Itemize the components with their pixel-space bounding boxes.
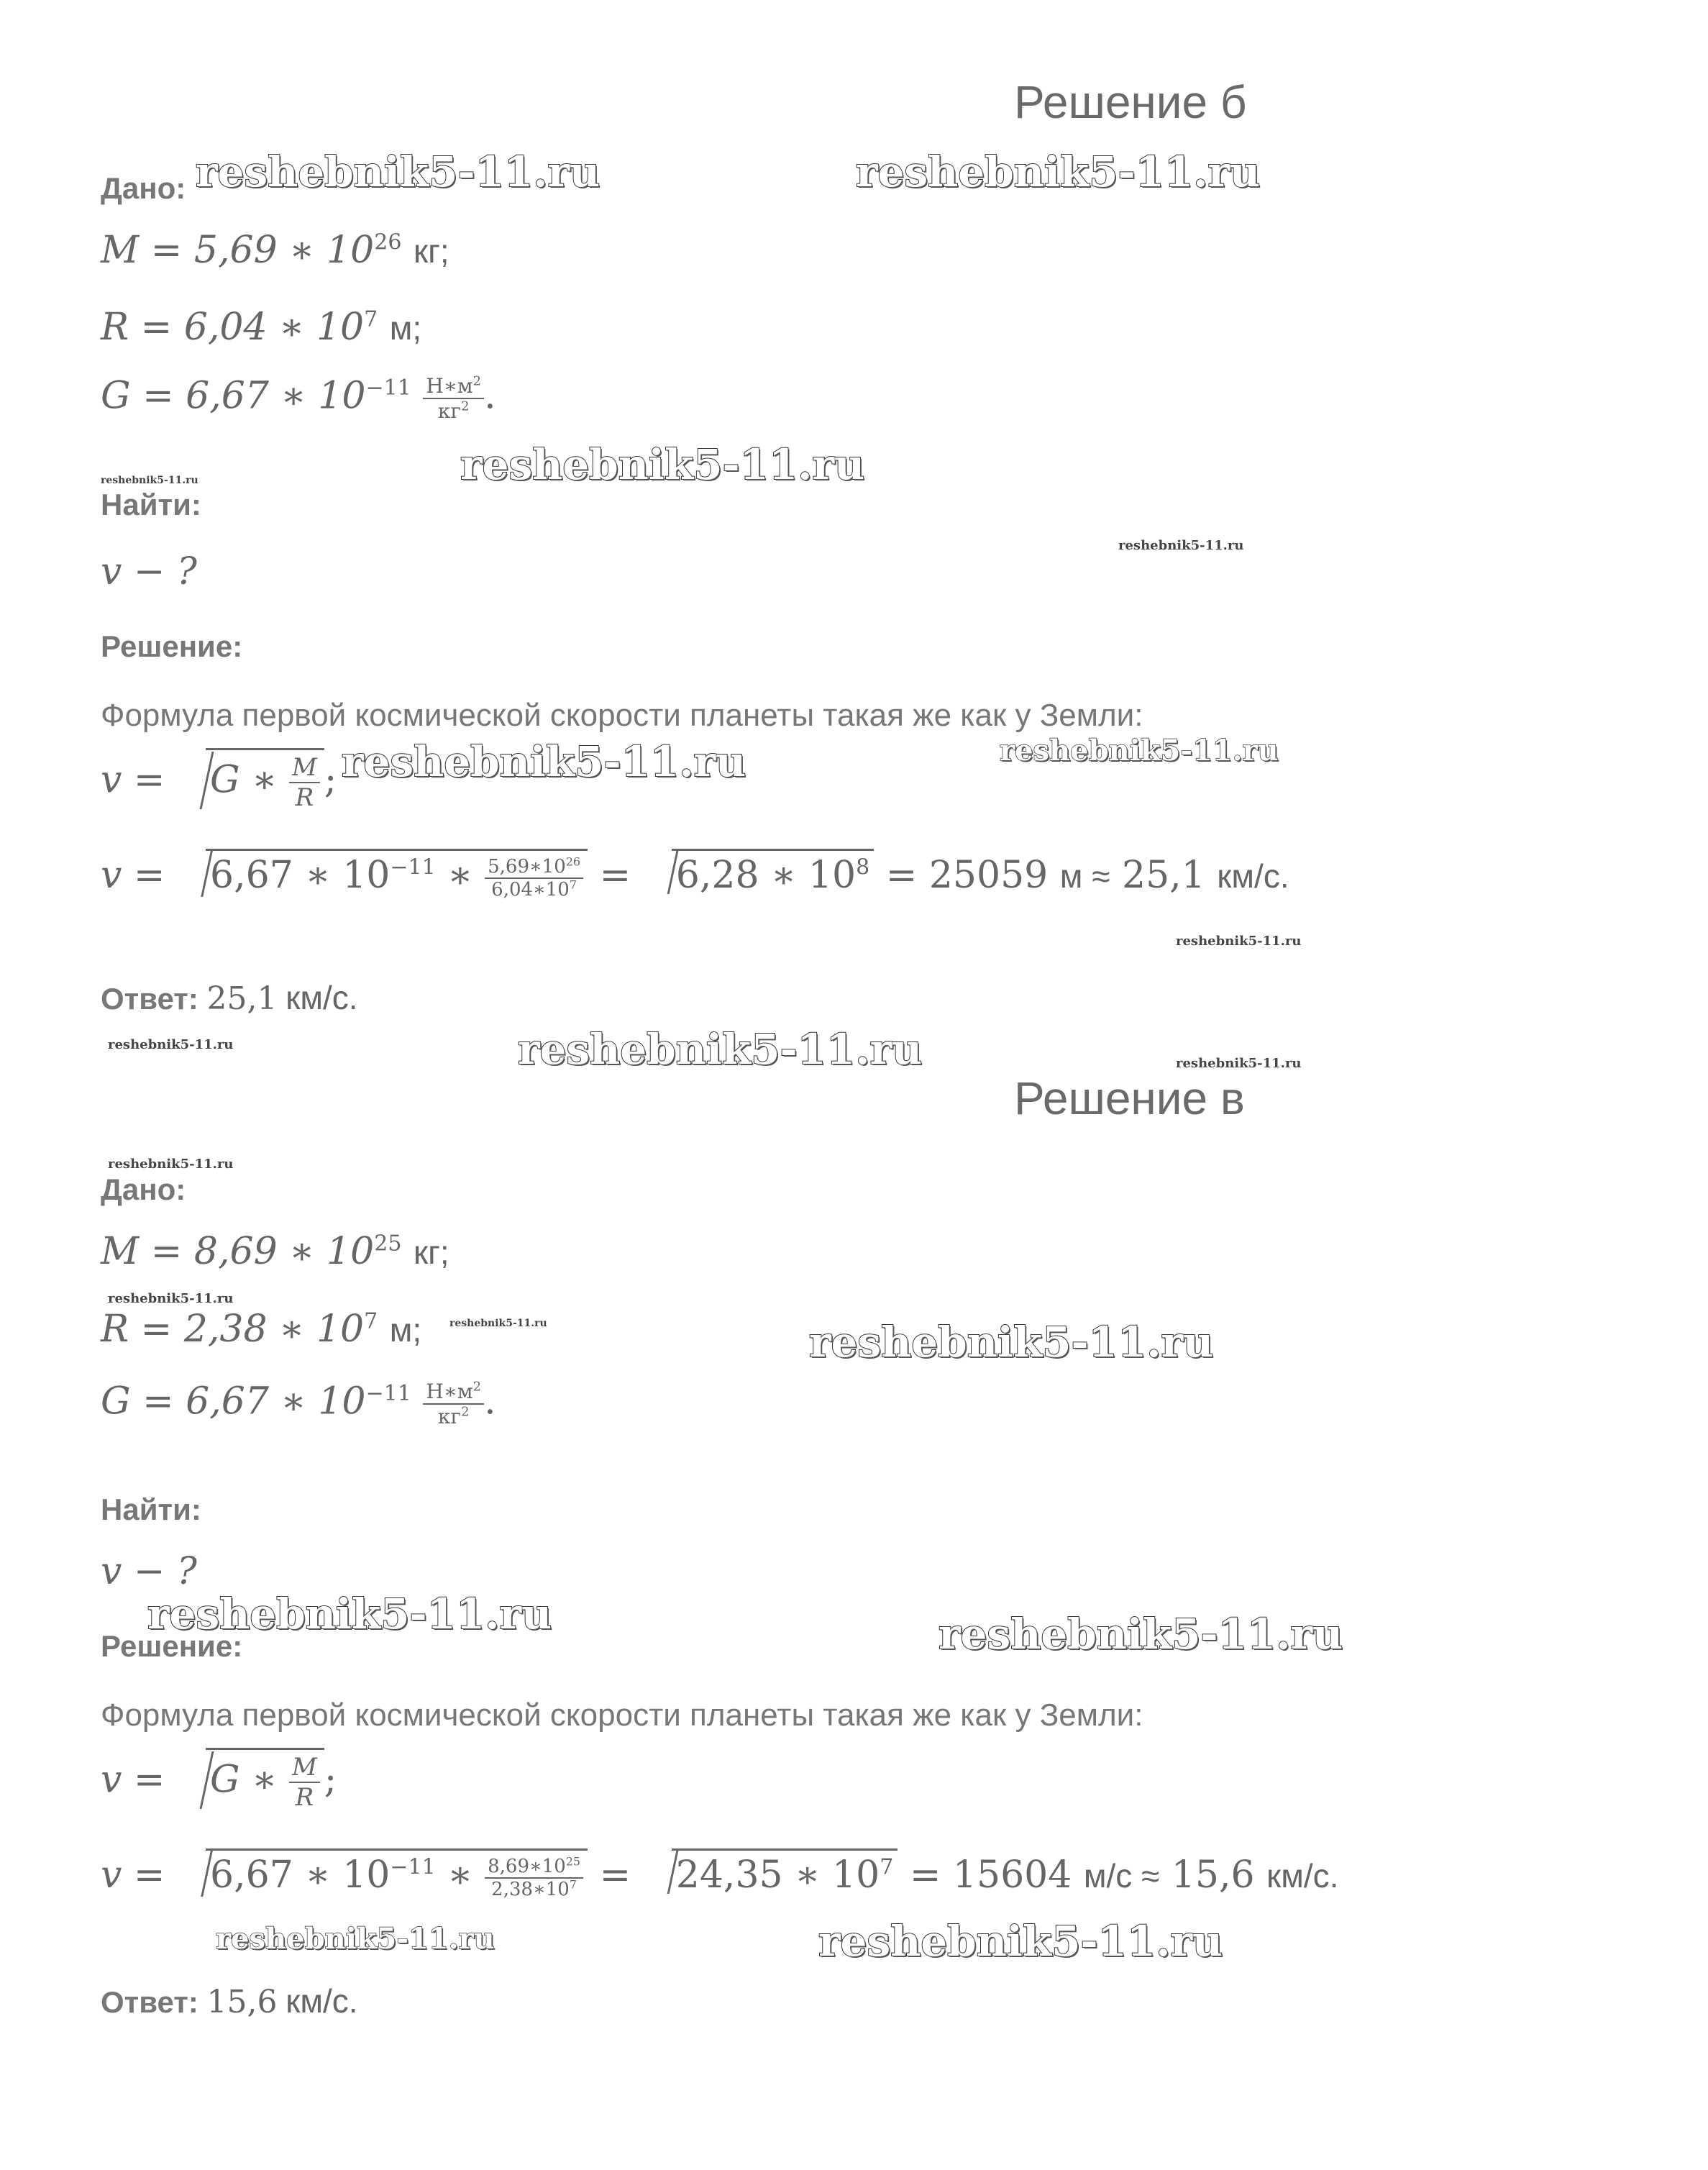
watermark: reshebnik5-11.ru xyxy=(101,475,198,486)
watermark: reshebnik5-11.ru xyxy=(818,1917,1223,1966)
watermark: reshebnik5-11.ru xyxy=(147,1590,552,1638)
section-b-find-label: Найти: xyxy=(101,488,201,521)
watermark: reshebnik5-11.ru xyxy=(449,1318,547,1329)
watermark: reshebnik5-11.ru xyxy=(342,737,746,786)
watermark: reshebnik5-11.ru xyxy=(1118,538,1244,553)
section-b-heading: Решение б xyxy=(1014,76,1247,128)
watermark: reshebnik5-11.ru xyxy=(939,1610,1343,1659)
watermark: reshebnik5-11.ru xyxy=(856,147,1261,196)
section-b-given-mass: M = 5,69 ∗ $10^{26}$ кг; xyxy=(101,229,449,272)
watermark: reshebnik5-11.ru xyxy=(216,1922,495,1956)
section-v-answer: Ответ: 15,6 км/с. xyxy=(101,1982,358,2020)
section-b-given-label: Дано: xyxy=(101,171,186,205)
section-b-calculation: v = 6,67 ∗ $10^{-11}$ ∗ $\frac{5,69∗10^{26}}{6,04∗10^7}$ = 6,28 ∗ $10^8 = 25059$ м ≈ 25,1 км/с. xyxy=(101,849,1289,901)
section-v-heading: Решение в xyxy=(1014,1072,1245,1124)
section-v-given-label: Дано: xyxy=(101,1172,186,1206)
watermark: reshebnik5-11.ru xyxy=(108,1037,234,1052)
watermark: reshebnik5-11.ru xyxy=(518,1025,923,1074)
watermark: reshebnik5-11.ru xyxy=(196,147,600,196)
watermark: reshebnik5-11.ru xyxy=(1176,1056,1302,1071)
watermark: reshebnik5-11.ru xyxy=(108,1157,234,1172)
section-v-given-gravity: G = 6,67 ∗ $10^{-11}$ $\frac{Н∗м^2}{кг^2}$ . xyxy=(101,1379,496,1428)
section-v-formula-text: Формула первой космической скорости планеты такая же как у Земли: xyxy=(101,1697,1143,1733)
section-b-solution-label: Решение: xyxy=(101,629,243,663)
section-b-given-gravity: G = 6,67 ∗ $10^{-11}$ $\frac{Н∗м^2}{кг^2}$ . xyxy=(101,373,496,423)
section-b-answer: Ответ: 25,1 км/с. xyxy=(101,979,358,1017)
section-b-given-radius: R = 6,04 ∗ $10^7$ м; xyxy=(101,306,422,349)
section-v-given-radius: R = 2,38 ∗ $10^7$ м; xyxy=(101,1308,422,1351)
section-b-formula-text: Формула первой космической скорости планеты такая же как у Земли: xyxy=(101,698,1143,733)
section-v-find-label: Найти: xyxy=(101,1492,201,1526)
section-v-calculation: v = 6,67 ∗ $10^{-11}$ ∗ $\frac{8,69∗10^{25}}{2,38∗10^7}$ = 24,35 ∗ $10^7 = 15604$ м/с ≈ 15,6 км/с. xyxy=(101,1848,1338,1900)
section-v-formula: v = G ∗ $\frac{M}{R}$ ; xyxy=(101,1748,337,1812)
watermark: reshebnik5-11.ru xyxy=(809,1318,1214,1367)
watermark: reshebnik5-11.ru xyxy=(108,1291,234,1306)
watermark: reshebnik5-11.ru xyxy=(1176,934,1302,949)
watermark: reshebnik5-11.ru xyxy=(460,440,865,489)
section-b-find-value: v − ? xyxy=(101,550,197,593)
section-v-find-value: v − ? xyxy=(101,1550,197,1593)
section-v-given-mass: M = 8,69 ∗ $10^{25}$ кг; xyxy=(101,1230,449,1273)
watermark: reshebnik5-11.ru xyxy=(1000,734,1279,767)
section-v-solution-label: Решение: xyxy=(101,1629,243,1663)
section-b-formula: v = G ∗ $\frac{M}{R}$ ; xyxy=(101,748,337,812)
